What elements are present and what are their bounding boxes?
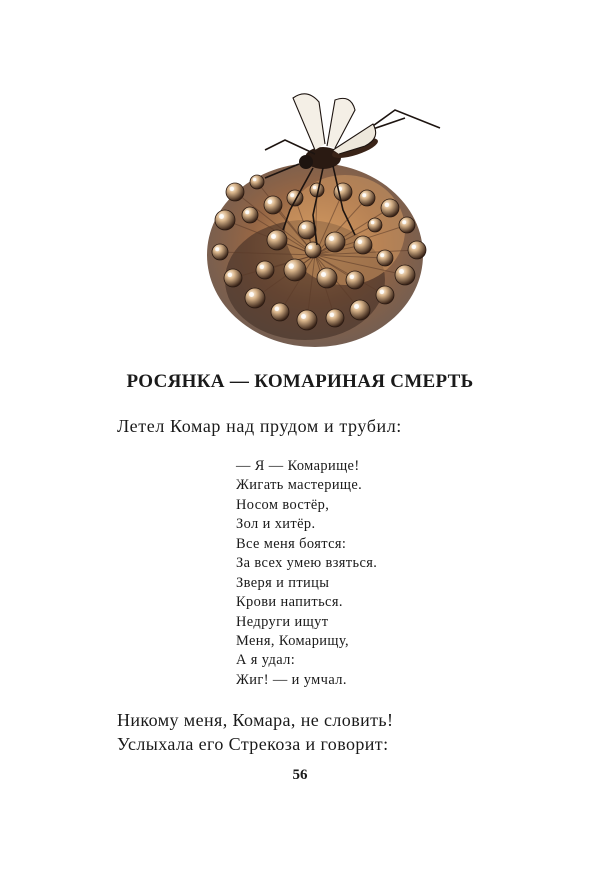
verse-line: Зол и хитёр. bbox=[236, 516, 316, 533]
page-number: 56 bbox=[292, 767, 308, 783]
verse-line: — Я — Комарище! bbox=[236, 458, 360, 474]
page-title: РОСЯНКА — КОМАРИНАЯ СМЕРТЬ bbox=[126, 371, 474, 392]
verse-line: Зверя и птицы bbox=[236, 574, 330, 591]
closing-line: Никому меня, Комара, не словить! bbox=[117, 710, 394, 730]
verse-line: Жиг! — и умчал. bbox=[236, 671, 347, 688]
verse-line: Недруги ищут bbox=[236, 613, 329, 630]
verse-line: А я удал: bbox=[236, 652, 296, 669]
verse-line: Меня, Комарищу, bbox=[236, 632, 350, 649]
closing-text bbox=[117, 708, 393, 756]
closing-line: Услыхала его Стрекоза и говорит: bbox=[117, 734, 389, 754]
verse bbox=[236, 457, 377, 690]
intro-line: Летел Комар над прудом и трубил: bbox=[117, 416, 402, 436]
verse-line: За всех умею взяться. bbox=[236, 555, 378, 572]
verse-line: Носом востёр, bbox=[236, 496, 330, 513]
verse-line: Все меня боятся: bbox=[236, 535, 347, 552]
verse-line: Крови напиться. bbox=[236, 594, 343, 611]
verse-line: Жигать мастерище. bbox=[236, 477, 363, 494]
sundew-mosquito-illustration bbox=[195, 80, 455, 360]
